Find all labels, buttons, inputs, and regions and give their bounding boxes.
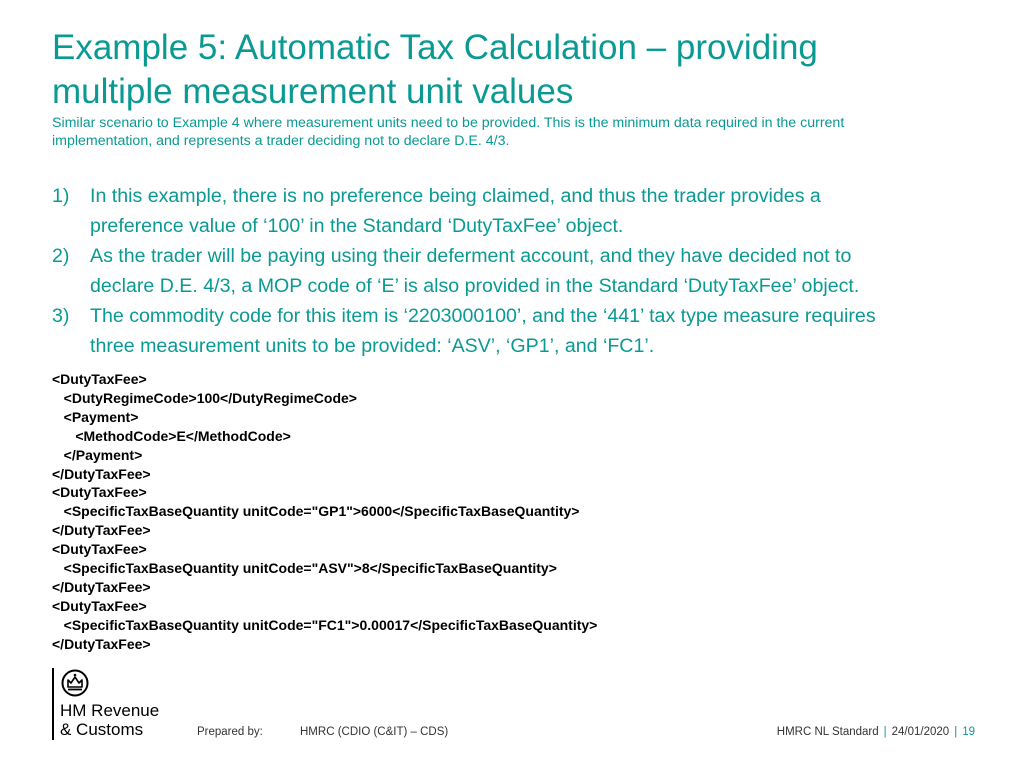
xml-line: </DutyTaxFee> <box>52 578 151 595</box>
title-line-2: multiple measurement unit values <box>52 72 574 111</box>
slide-subtitle <box>52 114 982 150</box>
xml-code-block <box>52 370 597 654</box>
logo-divider <box>52 668 54 740</box>
point-item <box>52 241 972 301</box>
footer-prepared-value: HMRC (CDIO (C&IT) – CDS) <box>300 726 449 738</box>
xml-line: <MethodCode>E</MethodCode> <box>52 427 291 444</box>
slide-title <box>52 26 992 114</box>
xml-line: </DutyTaxFee> <box>52 465 151 482</box>
xml-line: <DutyTaxFee> <box>52 541 147 558</box>
page-number: 19 <box>962 726 975 738</box>
xml-line: <Payment> <box>52 408 139 425</box>
xml-line: </DutyTaxFee> <box>52 522 151 539</box>
point-line-1: In this example, there is no preference being claimed, and thus the trader provides a <box>90 185 821 207</box>
footer-prepared-label: Prepared by: <box>197 726 263 738</box>
xml-line: <DutyTaxFee> <box>52 484 147 501</box>
point-number: 2) <box>52 245 70 267</box>
point-line-2: preference value of ‘100’ in the Standard ‘DutyTaxFee’ object. <box>90 215 624 237</box>
point-number: 1) <box>52 185 70 207</box>
hmrc-logo <box>52 668 187 740</box>
footer-date: 24/01/2020 <box>891 726 950 738</box>
title-line-1: Example 5: Automatic Tax Calculation – providing <box>52 28 818 67</box>
point-line-1: As the trader will be paying using their deferment account, and they have decided not to <box>90 245 852 267</box>
footer-separator: | <box>883 726 887 738</box>
xml-line: </Payment> <box>52 446 143 463</box>
xml-line: <DutyTaxFee> <box>52 371 147 387</box>
xml-line: <DutyRegimeCode>100</DutyRegimeCode> <box>52 389 357 406</box>
point-line-1: The commodity code for this item is ‘2203000100’, and the ‘441’ tax type measure requires <box>90 305 876 327</box>
xml-line: </DutyTaxFee> <box>52 635 151 652</box>
point-number: 3) <box>52 305 70 327</box>
footer-separator: | <box>954 726 958 738</box>
subtitle-line-1: Similar scenario to Example 4 where measurement units need to be provided. This is the minimum data required in the current <box>52 115 845 131</box>
logo-line-2: & Customs <box>60 719 144 739</box>
xml-line: <DutyTaxFee> <box>52 597 147 614</box>
xml-line: <SpecificTaxBaseQuantity unitCode="FC1">0.00017</SpecificTaxBaseQuantity> <box>52 616 598 633</box>
xml-line: <SpecificTaxBaseQuantity unitCode="ASV">8</SpecificTaxBaseQuantity> <box>52 560 557 577</box>
xml-line: <SpecificTaxBaseQuantity unitCode="GP1">6000</SpecificTaxBaseQuantity> <box>52 503 580 520</box>
point-line-2: declare D.E. 4/3, a MOP code of ‘E’ is also provided in the Standard ‘DutyTaxFee’ object. <box>90 275 860 297</box>
point-item <box>52 181 972 241</box>
logo-wordmark <box>60 702 159 739</box>
numbered-points <box>52 181 972 361</box>
point-line-2: three measurement units to be provided: ‘ASV’, ‘GP1’, and ‘FC1’. <box>90 335 655 357</box>
crown-crest-icon <box>60 669 90 697</box>
footer-standard: HMRC NL Standard <box>776 726 879 738</box>
subtitle-line-2: implementation, and represents a trader deciding not to declare D.E. 4/3. <box>52 133 510 149</box>
logo-line-1: HM Revenue <box>60 701 160 720</box>
footer-right <box>777 726 975 738</box>
point-item <box>52 301 972 361</box>
